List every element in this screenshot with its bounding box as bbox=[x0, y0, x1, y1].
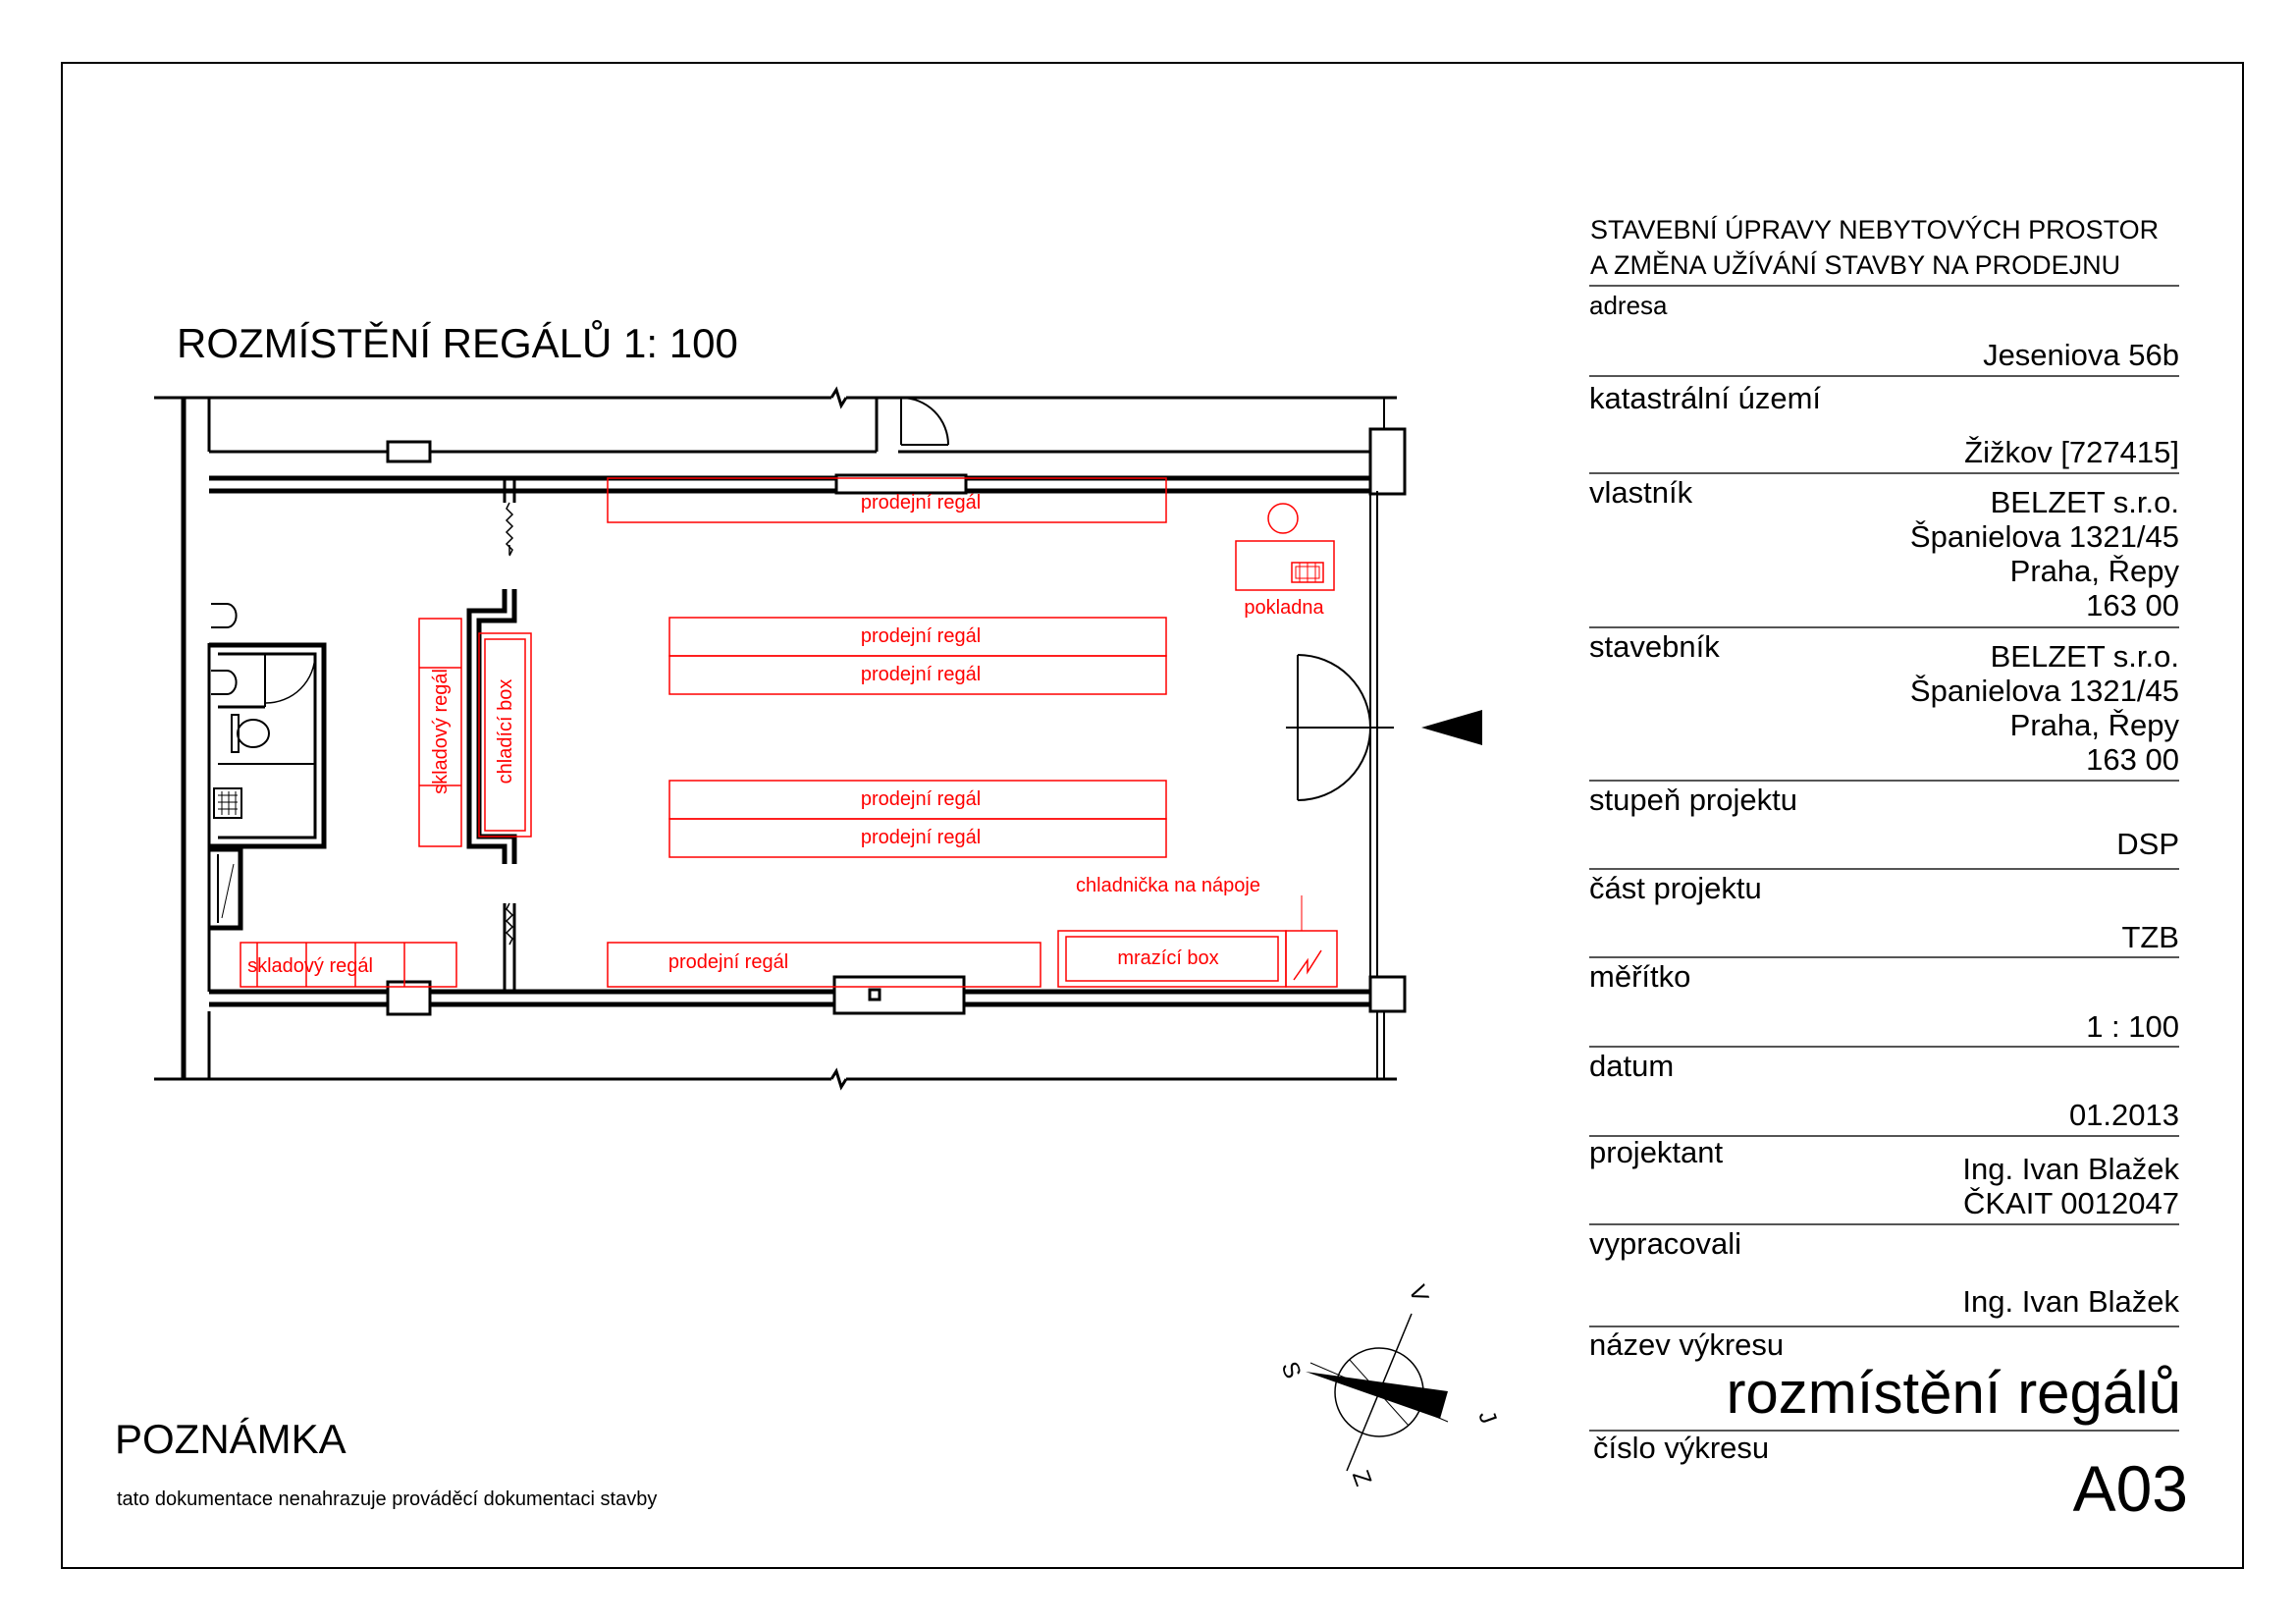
divider bbox=[1589, 956, 2179, 958]
owner-street: Španielova 1321/45 bbox=[1909, 519, 2179, 554]
designer-value bbox=[1962, 1152, 2179, 1220]
furniture-labels bbox=[247, 492, 1324, 977]
builder-zip: 163 00 bbox=[2086, 742, 2179, 777]
divider bbox=[1589, 285, 2179, 287]
label-shelf-mid-2b: prodejní regál bbox=[860, 827, 982, 848]
designer-label: projektant bbox=[1589, 1135, 1724, 1169]
cadastre-value: Žižkov [727415] bbox=[1964, 435, 2179, 469]
checkout-stool bbox=[1268, 504, 1298, 533]
builder-street: Španielova 1321/45 bbox=[1909, 674, 2179, 708]
date-value: 01.2013 bbox=[2068, 1098, 2179, 1132]
label-freezer: mrazící box bbox=[1117, 947, 1219, 969]
owner-zip: 163 00 bbox=[2086, 588, 2179, 622]
owner-label: vlastník bbox=[1589, 475, 1693, 510]
plan-title: ROZMÍSTĚNÍ REGÁLŮ 1: 100 bbox=[177, 320, 738, 366]
drawing-name-label: název výkresu bbox=[1589, 1327, 1785, 1362]
builder-name: BELZET s.r.o. bbox=[1990, 639, 2179, 674]
compass-icon bbox=[1276, 1281, 1502, 1489]
scale-label: měřítko bbox=[1589, 959, 1691, 994]
walls bbox=[154, 390, 1405, 1087]
divider bbox=[1589, 1223, 2179, 1225]
owner-value bbox=[1910, 485, 2179, 622]
project-title-line2: A ZMĚNA UŽÍVÁNÍ STAVBY NA PRODEJNU bbox=[1590, 250, 2121, 280]
owner-city: Praha, Řepy bbox=[2009, 554, 2179, 588]
scale-value: 1 : 100 bbox=[2086, 1009, 2179, 1044]
note-title: POZNÁMKA bbox=[115, 1416, 347, 1462]
label-shelf-mid-1a: prodejní regál bbox=[860, 625, 982, 647]
divider bbox=[1589, 626, 2179, 628]
compass-west: Z bbox=[1346, 1466, 1377, 1489]
label-storage-bottom: skladový regál bbox=[247, 955, 373, 977]
divider bbox=[1589, 780, 2179, 782]
compass-south: J bbox=[1472, 1407, 1502, 1428]
label-cooling-box: chladící box bbox=[495, 678, 516, 784]
builder-label: stavebník bbox=[1589, 629, 1720, 664]
drawing-name-value: rozmístění regálů bbox=[1726, 1360, 2181, 1426]
entrance-arrow-icon bbox=[1421, 710, 1482, 745]
date-label: datum bbox=[1589, 1049, 1675, 1083]
divider bbox=[1589, 472, 2179, 474]
divider bbox=[1589, 1046, 2179, 1048]
drinks-fridge bbox=[1286, 931, 1337, 987]
divider bbox=[1589, 375, 2179, 377]
cadastre-label: katastrální území bbox=[1589, 381, 1822, 415]
part-value: TZB bbox=[2121, 920, 2179, 954]
divider bbox=[1589, 868, 2179, 870]
drawing-number-value: A03 bbox=[2072, 1452, 2188, 1525]
prepared-label: vypracovali bbox=[1589, 1226, 1742, 1261]
project-title bbox=[1590, 212, 2159, 283]
prepared-value: Ing. Ivan Blažek bbox=[1962, 1284, 2179, 1319]
address-label: adresa bbox=[1589, 291, 1668, 320]
designer-license: ČKAIT 0012047 bbox=[1962, 1186, 2179, 1220]
label-drinks-fridge: chladnička na nápoje bbox=[1076, 875, 1260, 896]
compass-east: V bbox=[1403, 1281, 1434, 1306]
label-shelf-mid-1b: prodejní regál bbox=[860, 664, 982, 685]
address-value: Jeseniova 56b bbox=[1983, 338, 2179, 372]
project-title-line1: STAVEBNÍ ÚPRAVY NEBYTOVÝCH PROSTOR bbox=[1590, 215, 2160, 244]
label-checkout: pokladna bbox=[1244, 597, 1324, 619]
builder-value bbox=[1910, 639, 2179, 777]
stage-label: stupeň projektu bbox=[1589, 783, 1797, 817]
designer-name: Ing. Ivan Blažek bbox=[1962, 1152, 2179, 1186]
label-shelf-mid-2a: prodejní regál bbox=[860, 788, 982, 810]
note-text: tato dokumentace nenahrazuje prováděcí dokumentaci stavby bbox=[117, 1488, 658, 1510]
builder-city: Praha, Řepy bbox=[2009, 708, 2179, 742]
label-shelf-top: prodejní regál bbox=[860, 492, 982, 514]
drawing-number-label: číslo výkresu bbox=[1593, 1431, 1770, 1465]
part-label: část projektu bbox=[1589, 871, 1762, 905]
label-storage-vertical: skladový regál bbox=[430, 669, 452, 794]
label-shelf-bottom: prodejní regál bbox=[667, 951, 789, 973]
furniture bbox=[240, 478, 1337, 987]
owner-name: BELZET s.r.o. bbox=[1990, 485, 2179, 519]
compass-north: S bbox=[1275, 1358, 1307, 1382]
stage-value: DSP bbox=[2116, 827, 2179, 861]
